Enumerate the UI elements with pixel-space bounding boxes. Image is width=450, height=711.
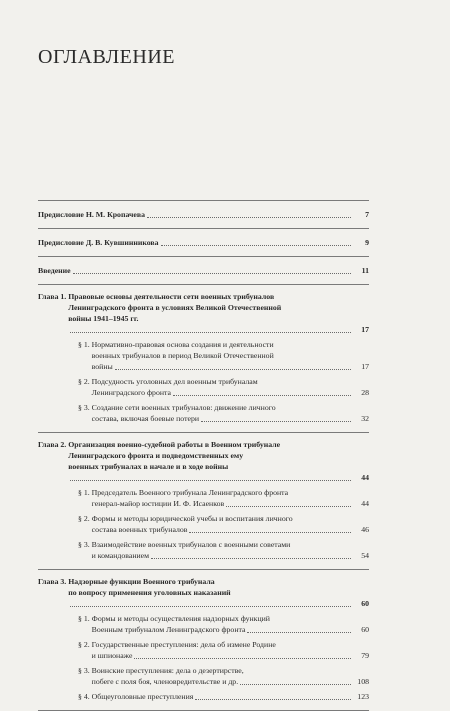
section-label: § 2. xyxy=(78,377,92,386)
section-title-line: Формы и методы осуществления надзорных функций xyxy=(91,614,270,623)
entry-text: генерал-майор юстиции И. Ф. Исаенков xyxy=(91,499,225,508)
toc-chapter xyxy=(38,285,369,432)
page-number: 108 xyxy=(357,677,369,686)
chapter-label: Глава 3. xyxy=(38,577,69,586)
section-entry xyxy=(38,539,369,561)
toc-entry-line xyxy=(92,524,369,535)
entry-text: состава, включая боевые потери xyxy=(91,414,200,423)
dot-leader xyxy=(70,480,351,481)
section-label: § 1. xyxy=(78,488,92,497)
page-number: 11 xyxy=(361,266,369,275)
entry-text: Ленинградского фронта xyxy=(91,388,171,397)
section-title xyxy=(92,513,369,535)
section-label: § 1. xyxy=(78,340,92,349)
section-label: § 3. xyxy=(78,540,92,549)
toc-entry-line xyxy=(92,387,369,398)
entry-text: Предисловие Д. В. Кувшинникова xyxy=(38,238,159,247)
page-number: 9 xyxy=(365,238,369,247)
dot-leader xyxy=(173,395,351,396)
entry-text: и командованием xyxy=(91,551,150,560)
dot-leader xyxy=(161,245,351,246)
section-title-line: Воинские преступления: дела о дезертирстве, xyxy=(91,666,244,675)
toc-entry-line xyxy=(68,598,369,609)
chapter-title-line: Ленинградского фронта и подведомственных ему xyxy=(68,451,244,460)
page-number: 28 xyxy=(361,388,369,397)
page-number: 60 xyxy=(361,599,369,608)
section-label: § 4. xyxy=(78,692,92,701)
page-title: ОГЛАВЛЕНИЕ xyxy=(38,46,175,68)
section-label: § 1. xyxy=(78,614,92,623)
section-title xyxy=(92,487,369,509)
section-entry xyxy=(38,513,369,535)
dot-leader xyxy=(115,369,351,370)
chapter-title-line: Организация военно-судебной работы в Военном трибунале xyxy=(68,440,281,449)
section-title-line: Взаимодействие военных трибуналов с военными советами xyxy=(91,540,291,549)
toc-entry-line xyxy=(68,472,369,483)
chapter-title xyxy=(68,291,369,335)
chapter-heading xyxy=(38,291,369,335)
dot-leader xyxy=(147,217,351,218)
dot-leader xyxy=(73,273,351,274)
chapter-title-line: Ленинградского фронта в условиях Великой Отечественной xyxy=(68,303,282,312)
table-of-contents xyxy=(38,200,369,711)
dot-leader xyxy=(70,606,351,607)
dot-leader xyxy=(151,558,351,559)
chapter-heading xyxy=(38,576,369,609)
section-label: § 3. xyxy=(78,403,92,412)
section-entry xyxy=(38,376,369,398)
section-title xyxy=(92,376,369,398)
chapter-title-line: Надзорные функции Военного трибунала xyxy=(68,577,215,586)
chapter-heading xyxy=(38,439,369,483)
section-entry xyxy=(38,613,369,635)
toc-entry-line xyxy=(92,498,369,509)
toc-front-entry xyxy=(38,229,369,256)
page-number: 7 xyxy=(365,210,369,219)
chapter-label: Глава 1. xyxy=(38,292,69,301)
toc-entry-line xyxy=(38,237,369,248)
dot-leader xyxy=(70,332,351,333)
section-title xyxy=(92,613,369,635)
toc-entry-line xyxy=(92,691,369,702)
entry-text: Предисловие Н. М. Кропачева xyxy=(38,210,146,219)
section-title-line: Формы и методы юридической учебы и воспитания личного xyxy=(91,514,293,523)
entry-text: Военным трибуналом Ленинградского фронта xyxy=(91,625,246,634)
entry-text: Общеуголовные преступления xyxy=(91,692,194,701)
section-title-line: Создание сети военных трибуналов: движение личного xyxy=(91,403,276,412)
section-title-line: военных трибуналов в период Великой Отечественной xyxy=(91,351,274,360)
section-title xyxy=(92,691,369,702)
page-number: 44 xyxy=(361,473,369,482)
page-number: 60 xyxy=(361,625,369,634)
entry-text: и шпионаже xyxy=(91,651,133,660)
section-label: § 2. xyxy=(78,514,92,523)
page-number: 17 xyxy=(361,325,369,334)
toc-chapter xyxy=(38,570,369,710)
section-entry xyxy=(38,639,369,661)
toc-entry-line xyxy=(38,209,369,220)
toc-chapter xyxy=(38,433,369,569)
section-title-line: Подсудность уголовных дел военным трибуналам xyxy=(91,377,258,386)
page-number: 123 xyxy=(357,692,369,701)
section-entry xyxy=(38,665,369,687)
entry-text: войны xyxy=(91,362,113,371)
chapter-title-line: войны 1941–1945 гг. xyxy=(68,314,139,323)
toc-entry-line xyxy=(92,624,369,635)
dot-leader xyxy=(195,699,351,700)
section-entry xyxy=(38,691,369,702)
section-entry xyxy=(38,339,369,372)
toc-entry-line xyxy=(92,650,369,661)
page-number: 79 xyxy=(361,651,369,660)
dot-leader xyxy=(201,421,351,422)
section-title xyxy=(92,665,369,687)
toc-entry-line xyxy=(68,324,369,335)
page-number: 17 xyxy=(361,362,369,371)
section-title xyxy=(92,402,369,424)
dot-leader xyxy=(134,658,351,659)
dot-leader xyxy=(189,532,351,533)
toc-front-entry xyxy=(38,257,369,284)
chapter-title-line: Правовые основы деятельности сети военных трибуналов xyxy=(68,292,275,301)
section-label: § 2. xyxy=(78,640,92,649)
chapter-title xyxy=(68,576,369,609)
section-title-line: Председатель Военного трибунала Ленинградского фронта xyxy=(91,488,289,497)
page-number: 32 xyxy=(361,414,369,423)
chapter-title-line: военных трибуналах в начале и в ходе войны xyxy=(68,462,229,471)
section-title-line: Нормативно-правовая основа создания и деятельности xyxy=(91,340,274,349)
section-title xyxy=(92,339,369,372)
page-number: 44 xyxy=(361,499,369,508)
dot-leader xyxy=(226,506,351,507)
section-title xyxy=(92,539,369,561)
entry-text: Введение xyxy=(38,266,71,275)
toc-entry-line xyxy=(38,265,369,276)
section-entry xyxy=(38,487,369,509)
section-title-line: Государственные преступления: дела об измене Родине xyxy=(91,640,276,649)
entry-text: состава военных трибуналов xyxy=(91,525,188,534)
dot-leader xyxy=(247,632,351,633)
chapter-title-line: по вопросу применения уголовных наказаний xyxy=(68,588,231,597)
toc-entry-line xyxy=(92,361,369,372)
page-number: 46 xyxy=(361,525,369,534)
toc-entry-line xyxy=(92,550,369,561)
section-label: § 3. xyxy=(78,666,92,675)
section-title xyxy=(92,639,369,661)
chapter-title xyxy=(68,439,369,483)
toc-front-entry xyxy=(38,201,369,228)
section-entry xyxy=(38,402,369,424)
toc-entry-line xyxy=(92,676,369,687)
chapter-label: Глава 2. xyxy=(38,440,69,449)
page-number: 54 xyxy=(361,551,369,560)
toc-entry-line xyxy=(92,413,369,424)
entry-text: побеге с поля боя, членовредительстве и др. xyxy=(91,677,239,686)
